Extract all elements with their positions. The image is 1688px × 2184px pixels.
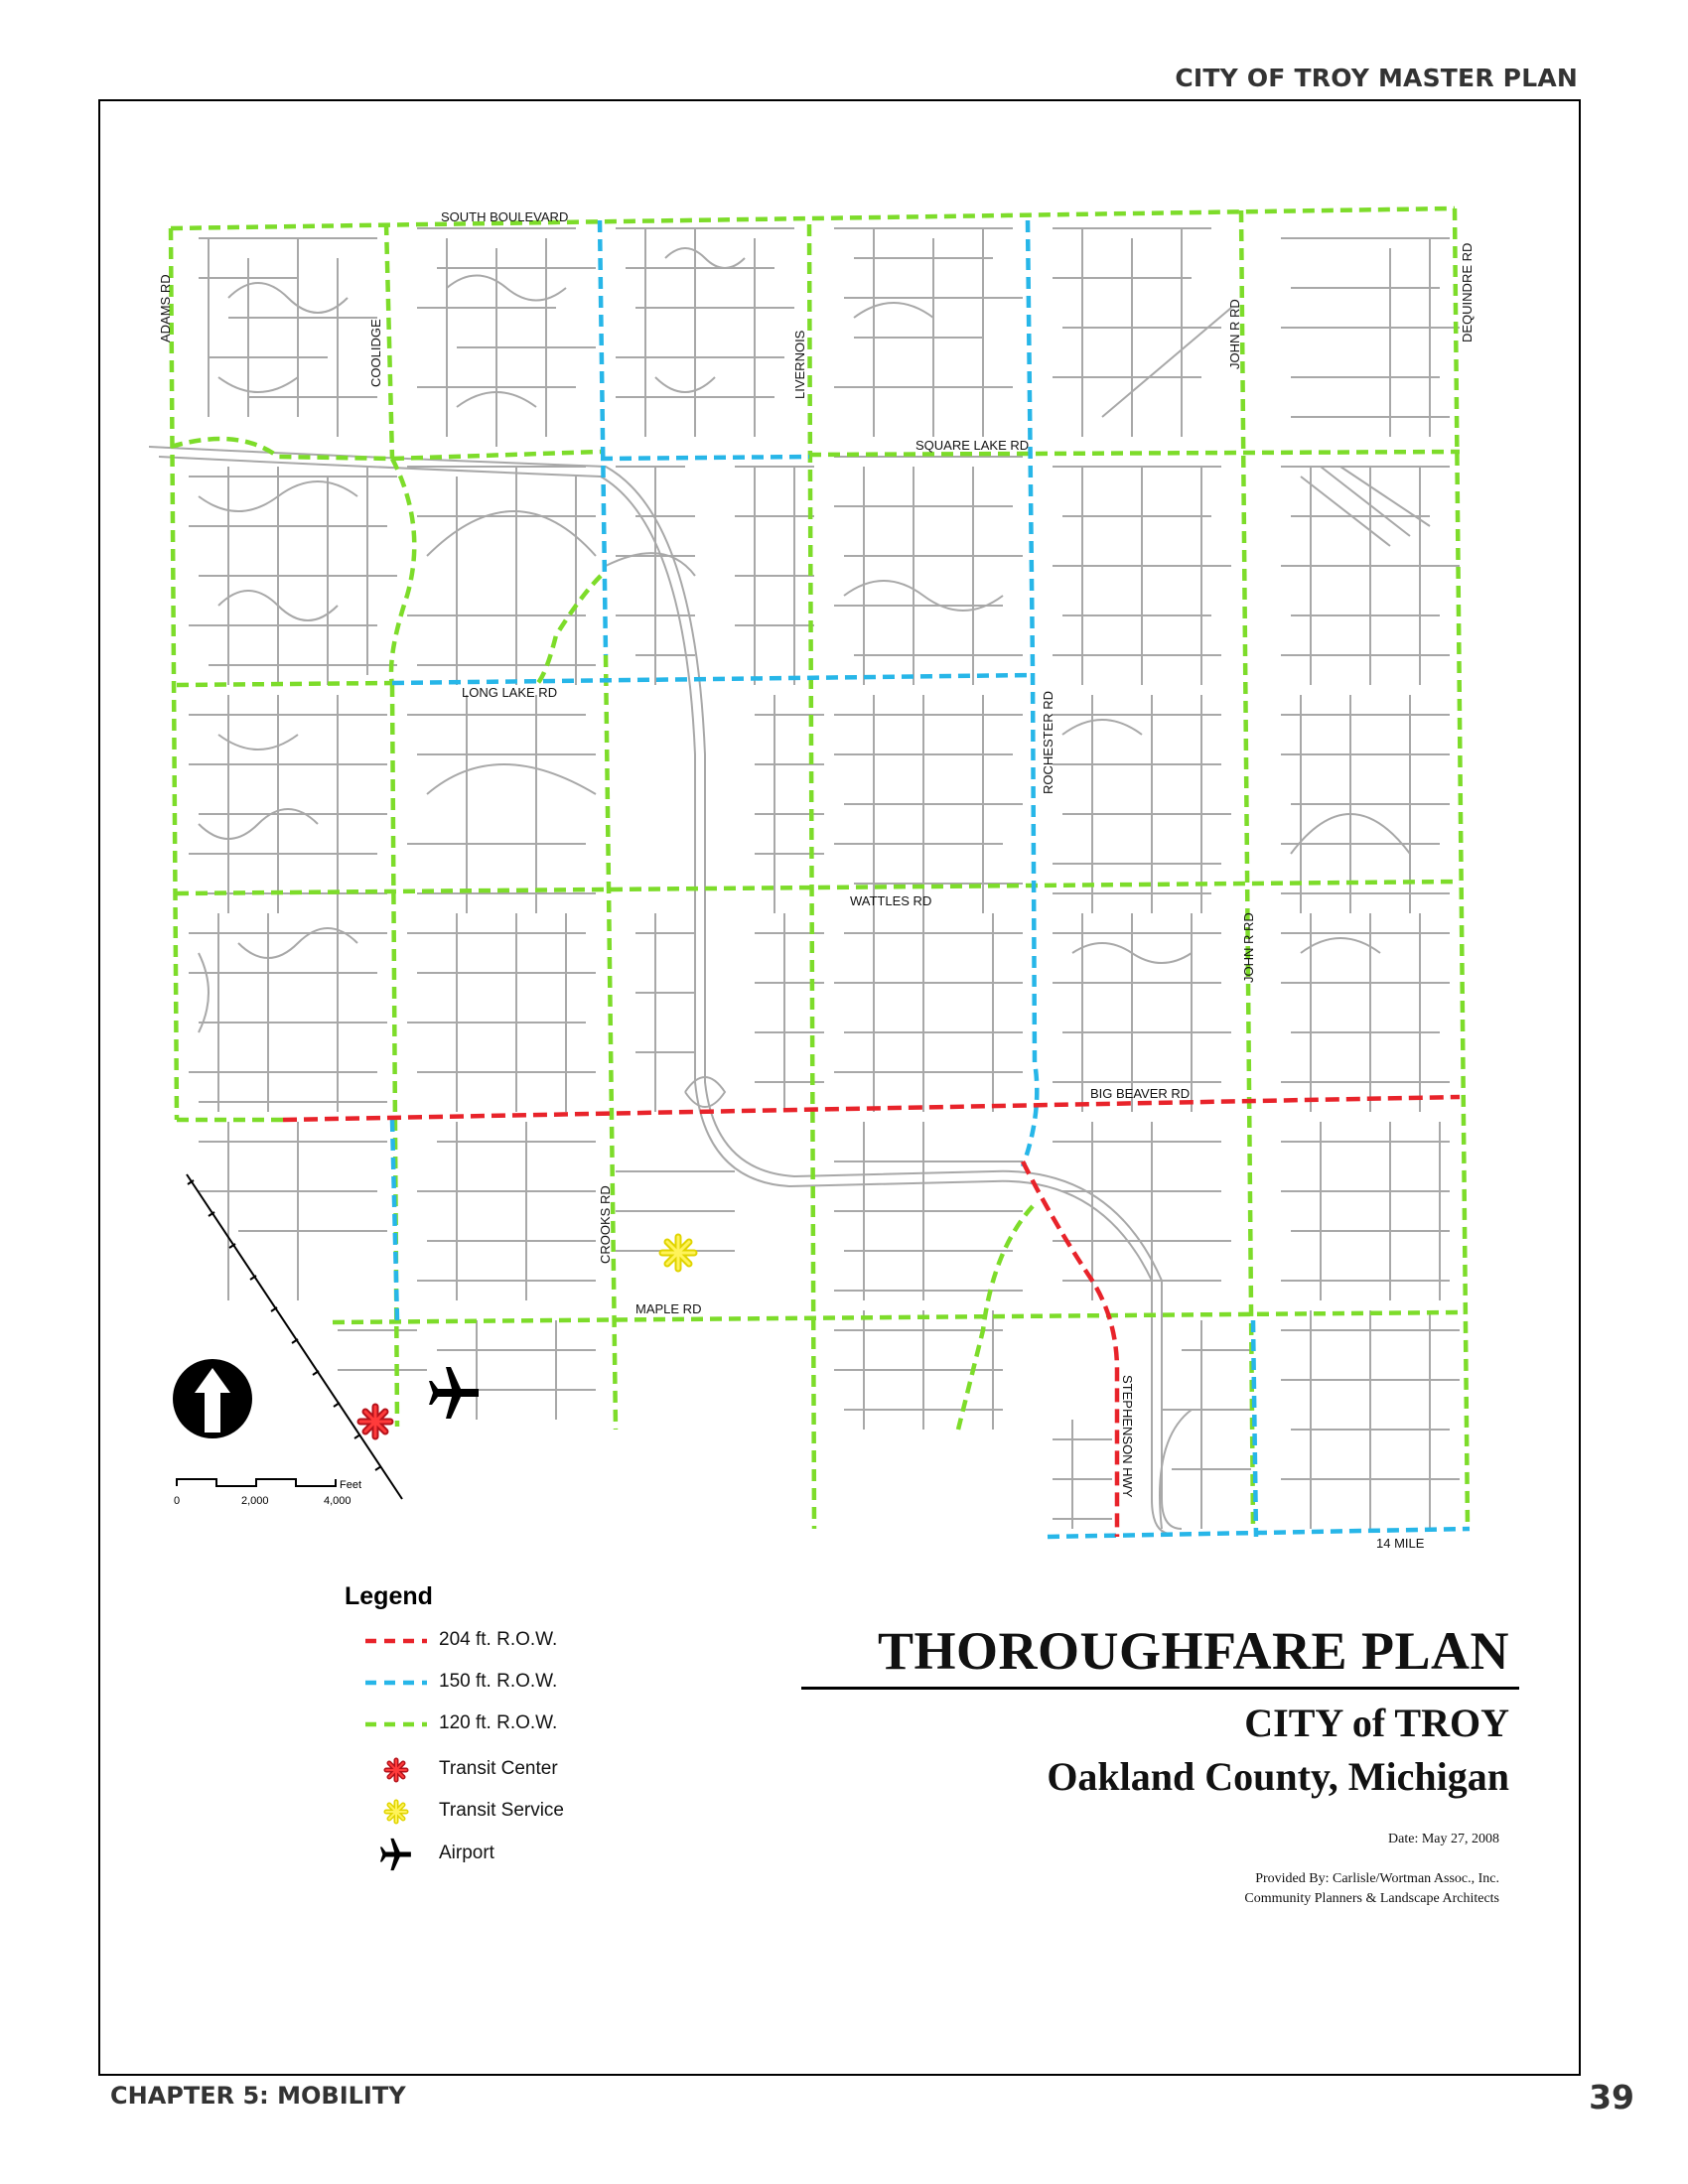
map-county: Oakland County, Michigan: [1047, 1754, 1509, 1799]
local-streets: [149, 228, 1460, 1534]
legend-label-150: 150 ft. R.O.W.: [439, 1671, 558, 1692]
transit-service-icon: [662, 1237, 694, 1269]
label-long-lake-rd: LONG LAKE RD: [462, 685, 558, 700]
legend-title: Legend: [345, 1582, 433, 1610]
label-adams-rd: ADAMS RD: [158, 274, 173, 342]
label-big-beaver-rd: BIG BEAVER RD: [1090, 1086, 1191, 1101]
provided-by: Provided By: Carlisle/Wortman Assoc., Inc.: [1255, 1871, 1499, 1886]
label-south-boulevard: SOUTH BOULEVARD: [441, 209, 569, 224]
legend-label-204: 204 ft. R.O.W.: [439, 1629, 558, 1650]
map-title: THOROUGHFARE PLAN: [877, 1621, 1509, 1681]
scale-mid: 2,000: [241, 1495, 269, 1507]
provided-by-block: [1244, 1869, 1499, 1909]
firm-description: Community Planners & Landscape Architects: [1244, 1891, 1499, 1906]
header-title: CITY OF TROY MASTER PLAN: [1175, 64, 1578, 92]
scale-unit: Feet: [340, 1479, 362, 1491]
label-wattles-rd: WATTLES RD: [850, 893, 932, 908]
label-crooks-rd: CROOKS RD: [598, 1185, 613, 1264]
map-city: CITY of TROY: [1244, 1701, 1509, 1745]
label-14-mile: 14 MILE: [1376, 1536, 1425, 1551]
label-square-lake-rd: SQUARE LAKE RD: [915, 438, 1030, 453]
railroad: [187, 1174, 402, 1499]
label-dequindre-rd: DEQUINDRE RD: [1460, 242, 1475, 342]
legend-label-transit-center: Transit Center: [439, 1758, 558, 1779]
footer-chapter: CHAPTER 5: MOBILITY: [110, 2082, 406, 2110]
label-livernois: LIVERNOIS: [792, 330, 807, 399]
transit-center-icon: [360, 1407, 390, 1436]
legend-label-120: 120 ft. R.O.W.: [439, 1712, 558, 1733]
label-stephenson-hwy: STEPHENSON HWY: [1120, 1375, 1135, 1498]
label-rochester-rd: ROCHESTER RD: [1041, 690, 1055, 794]
scale-zero: 0: [174, 1495, 181, 1507]
scale-end: 4,000: [324, 1495, 352, 1507]
label-john-r-rd-south: JOHN R RD: [1241, 912, 1256, 983]
label-coolidge: COOLIDGE: [368, 319, 383, 387]
legend-transit-service-icon: [386, 1802, 406, 1822]
map-date: Date: May 27, 2008: [1388, 1832, 1499, 1846]
north-arrow-icon: [173, 1359, 252, 1438]
legend-label-airport: Airport: [439, 1843, 494, 1863]
airport-icon: [429, 1367, 479, 1419]
legend-transit-center-icon: [386, 1760, 406, 1780]
legend-airport-icon: [380, 1839, 411, 1870]
legend-label-transit-service: Transit Service: [439, 1800, 564, 1821]
scale-bar: [174, 1479, 361, 1507]
title-divider: [801, 1687, 1519, 1690]
label-john-r-rd-north: JOHN R RD: [1227, 299, 1242, 369]
label-maple-rd: MAPLE RD: [635, 1301, 702, 1316]
page-number: 39: [1589, 2078, 1634, 2116]
